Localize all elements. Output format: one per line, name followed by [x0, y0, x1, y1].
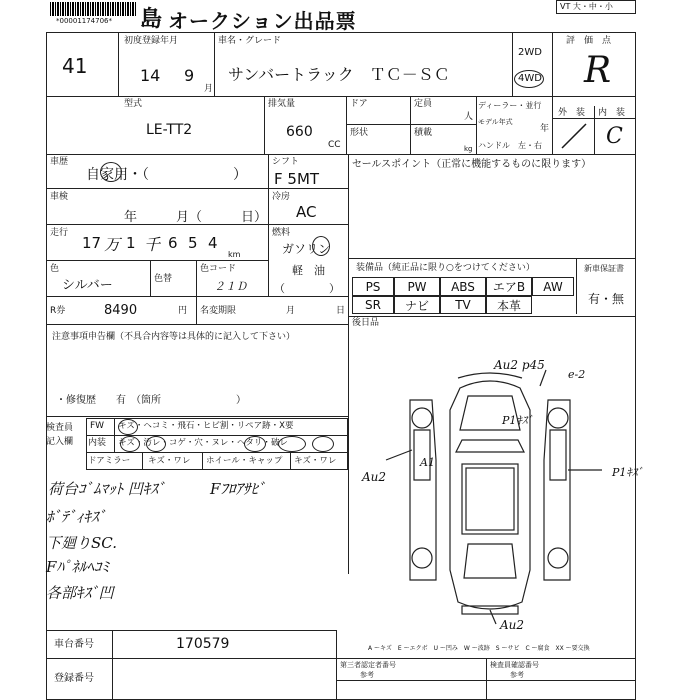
color-code-label: 色コード	[200, 264, 237, 274]
sales-label: セールスポイント（正常に機能するものに限ります）	[352, 159, 592, 170]
recycle-label: R券	[50, 306, 66, 316]
equip-airbag: エアB	[486, 277, 532, 296]
hand-line-1: 荷台ｺﾞﾑﾏｯﾄ 凹ｷｽﾞ	[48, 480, 166, 498]
wheel-label: ホイール・キャップ	[206, 456, 283, 466]
diagram-note-bottom: Au2	[500, 618, 525, 632]
inspector-label-1: 検査員	[46, 423, 74, 433]
diagram-note-topright: e-2	[568, 368, 586, 381]
shift-label: シフト	[272, 157, 300, 167]
int-items: キズ・汚レ・コゲ・穴・ヌレ・ヘタリ・破レ	[118, 438, 288, 448]
cc-unit: CC	[328, 140, 341, 150]
interior-label: 内 装	[598, 108, 626, 118]
barcode	[50, 2, 136, 16]
hand-line-1b: Fﾌﾛｱｻﾋﾞ	[210, 480, 266, 498]
equip-abs: ABS	[440, 277, 486, 296]
usage: 自家用・（ ）	[86, 167, 247, 183]
fuel-paren: （ ）	[274, 282, 340, 295]
drive-2wd: 2WD	[518, 47, 542, 58]
usage-label: 車歴	[50, 157, 69, 167]
int-circle-1	[120, 436, 140, 452]
mileage-d6: 4	[208, 234, 218, 252]
fw-circle	[118, 419, 138, 435]
int-label: 内装	[88, 438, 107, 448]
mileage-d4: 6	[168, 234, 178, 252]
shape-label: 形状	[350, 128, 369, 138]
repair-label: ・修復歴	[56, 395, 96, 406]
new-warranty-value: 有・無	[588, 292, 625, 306]
drive-4wd: 4WD	[518, 73, 542, 84]
equip-tv: TV	[440, 296, 486, 314]
drive-4wd-circle	[514, 70, 544, 88]
name-label: 車名・グレード	[218, 36, 282, 46]
damage-legend: A ーキズ E ーエクボ U ー凹み W ー波跡 S ーサビ C ー腐食 XX ー要交換	[368, 645, 590, 652]
mileage-d3: 千	[144, 235, 161, 254]
equip-pw: PW	[394, 277, 440, 296]
cc: 660	[286, 124, 313, 140]
diesel: 軽 油	[292, 264, 325, 277]
interior-grade: C	[606, 124, 623, 149]
color: シルバー	[62, 278, 113, 293]
mileage-d5: 5	[188, 234, 198, 252]
mileage-label: 走行	[50, 228, 69, 238]
dealer-label: ディーラー・並行	[478, 101, 542, 110]
hand-line-4: Fﾊﾟﾈﾙﾍｺﾐ	[46, 558, 109, 576]
lot-number: 41	[62, 54, 88, 78]
int-circle-4	[278, 436, 306, 452]
equip-aw: AW	[532, 277, 574, 296]
after-label: 後日品	[352, 318, 380, 328]
load-label: 積載	[414, 128, 433, 138]
ac: AC	[296, 203, 317, 221]
fuel-label: 燃料	[272, 228, 291, 238]
diagram-note-right: P1ｷｽﾞ	[612, 466, 643, 479]
inspection-label: 車検	[50, 192, 69, 202]
mileage-d2: 1	[126, 234, 136, 252]
notes-label: 注意事項申告欄（不具合内容等は具体的に記入して下さい）	[52, 332, 296, 342]
color-code: ２１Ｄ	[214, 280, 247, 293]
color-label: 色	[50, 264, 60, 274]
capacity-label: 定員	[414, 99, 433, 109]
size-options: VT 大・中・小	[560, 2, 613, 11]
equip-ps: PS	[352, 277, 394, 296]
equip-leather: 本革	[486, 296, 532, 314]
model-year-label: モデル年式	[478, 118, 513, 126]
shift: F 5MT	[274, 170, 320, 188]
diagram-note-p1: P1ｷｽﾞ	[502, 414, 533, 427]
ac-label: 冷房	[272, 192, 291, 202]
repair-close: ）	[236, 395, 246, 406]
reg-month-unit: 月	[204, 84, 214, 94]
hand-line-5: 各部ｷｽﾞ凹	[46, 584, 114, 602]
mileage-unit: km	[228, 250, 241, 259]
inspection: 年 月（ 日）	[124, 210, 268, 225]
reg-year: 14	[140, 66, 161, 85]
mileage-d0: 17	[82, 234, 102, 252]
expiry-month: 月	[286, 306, 296, 316]
equip-navi: ナビ	[394, 296, 440, 314]
mirror-items: キズ・ワレ	[148, 456, 191, 466]
usage-circle	[100, 162, 122, 182]
inspector-no-label: 検査員確認番号	[490, 661, 539, 669]
int-circle-3	[244, 436, 266, 452]
fw-items: キズ・ヘコミ・飛石・ヒビ割・リペア跡・X要	[118, 421, 294, 431]
chassis-label: 車台番号	[54, 639, 94, 650]
fuel-circle	[312, 236, 330, 256]
mileage-d1: 万	[104, 235, 121, 254]
handle-label: ハンドル 左・右	[478, 141, 542, 150]
vehicle-diagram	[350, 340, 636, 640]
mirror-label: ドアミラー	[88, 456, 131, 466]
fw-label: FW	[90, 421, 105, 431]
exterior-slash	[556, 120, 592, 152]
expiry-label: 名変期限	[200, 306, 237, 316]
color-change-label: 色替	[154, 274, 173, 284]
chassis: 170579	[176, 636, 230, 652]
year-unit: 年	[540, 124, 550, 134]
hand-line-3: 下廻りSC.	[46, 534, 117, 552]
recycle-unit: 円	[178, 306, 188, 316]
equip-sr: SR	[352, 296, 394, 314]
fuel: ガソリン	[282, 242, 331, 256]
wheel-items: キズ・ワレ	[294, 456, 337, 466]
inspector-label-2: 記入欄	[46, 437, 74, 447]
ref-1: 参考	[360, 671, 374, 679]
model: LE-TT2	[146, 122, 193, 138]
int-circle-5	[312, 436, 334, 452]
score: R	[584, 50, 612, 91]
reg-no-label: 登録番号	[54, 673, 94, 684]
equipment-label: 装備品（純正品に限り○をつけてください）	[356, 263, 535, 273]
hand-line-2: ﾎﾞﾃﾞｨｷｽﾞ	[46, 508, 107, 526]
model-label: 型式	[124, 99, 143, 109]
title-mark: 島	[140, 7, 163, 32]
car-name: サンバートラック ＴＣ－ＳＣ	[228, 65, 450, 84]
int-circle-2	[146, 436, 166, 452]
exterior-label: 外 装	[558, 108, 586, 118]
repair-value: 有 （箇所	[116, 395, 161, 406]
ref-2: 参考	[510, 671, 524, 679]
new-warranty-label: 新車保証書	[584, 264, 624, 273]
reg-label: 初度登録年月	[124, 36, 179, 46]
load-unit: kg	[464, 145, 473, 153]
cc-label: 排気量	[268, 99, 296, 109]
barcode-number: *00001174706*	[56, 17, 112, 25]
diagram-note-top: Au2 p45	[494, 358, 545, 372]
page-title: オークション出品票	[168, 9, 357, 33]
dealer-no-label: 第三者認定者番号	[340, 661, 396, 669]
score-label: 評 価 点	[566, 36, 612, 46]
diagram-note-a1: A1	[420, 456, 435, 469]
recycle: 8490	[104, 303, 138, 318]
diagram-note-left: Au2	[362, 470, 387, 484]
expiry-day: 日	[336, 306, 346, 316]
capacity-unit: 人	[464, 112, 474, 122]
reg-month: 9	[184, 66, 195, 85]
door-label: ドア	[350, 99, 368, 109]
